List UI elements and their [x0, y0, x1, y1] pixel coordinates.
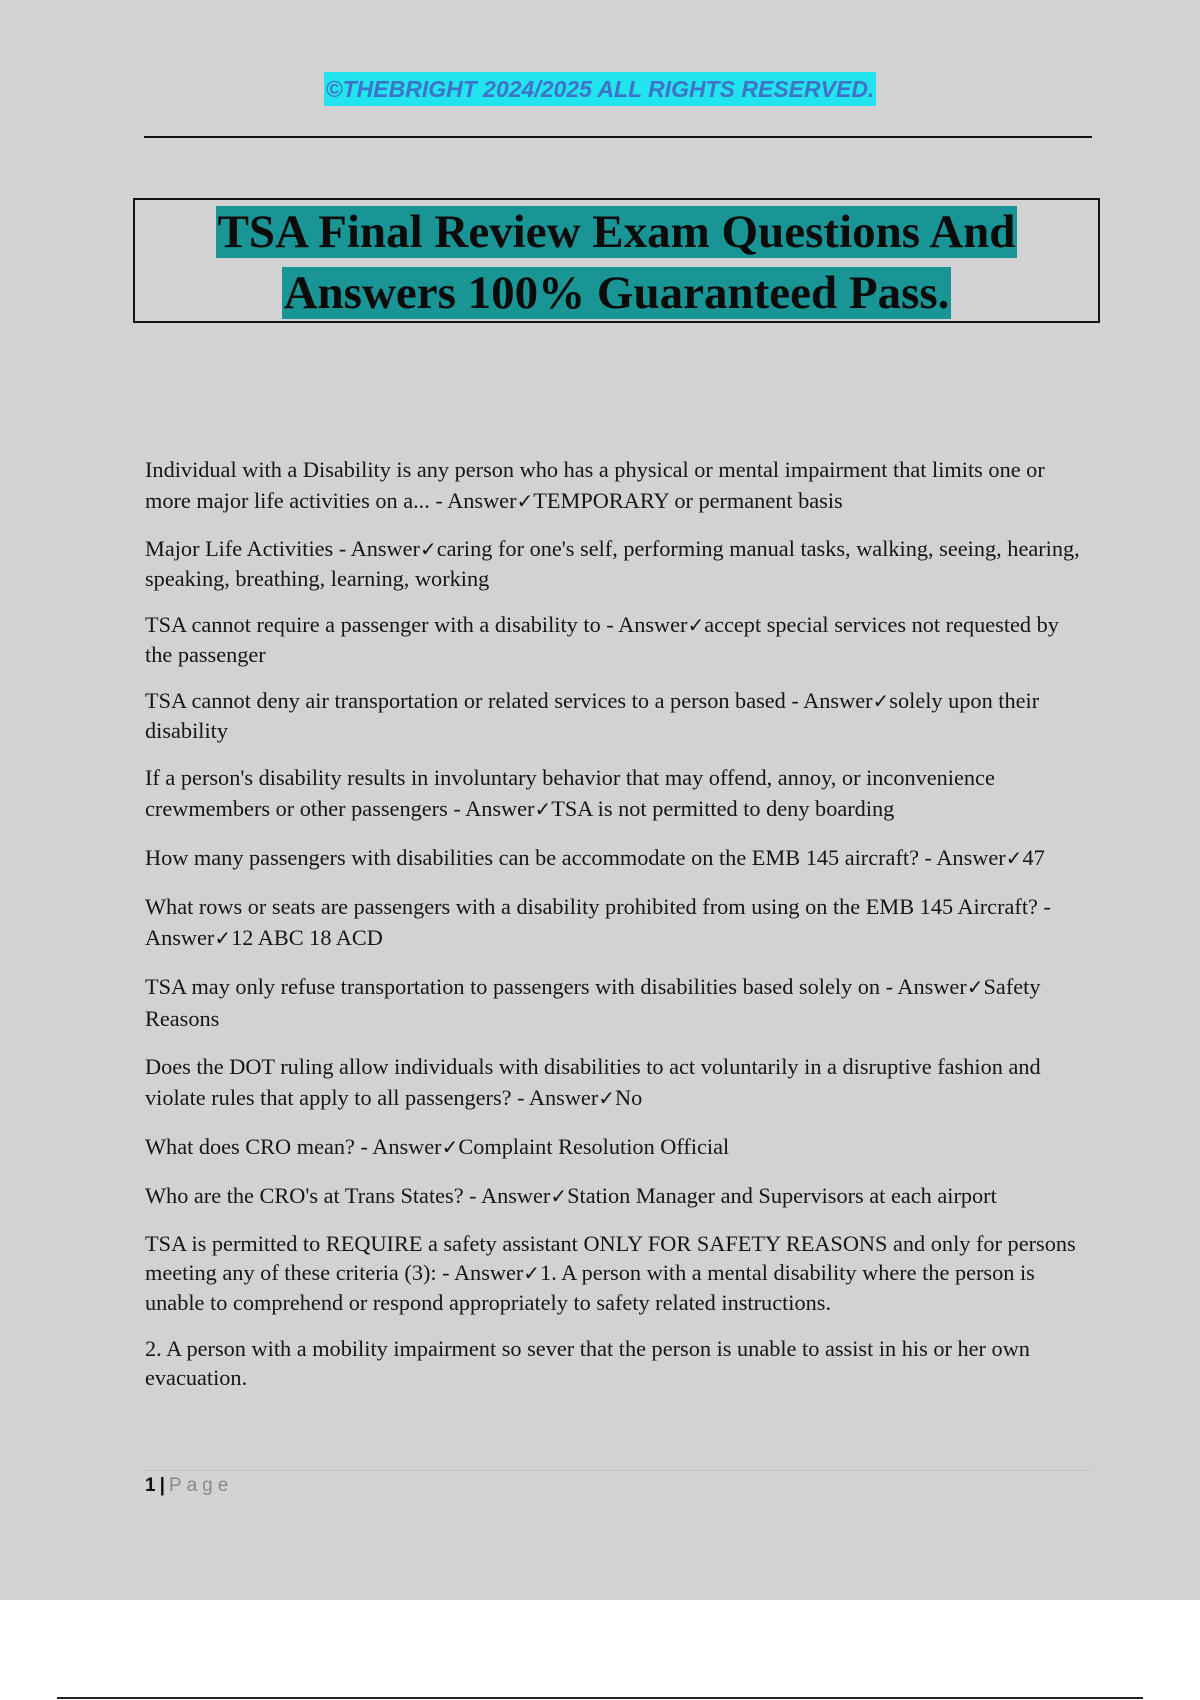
- question-text: Who are the CRO's at Trans States? -: [145, 1183, 481, 1208]
- document-title: [135, 200, 1098, 324]
- question-text: TSA cannot require a passenger with a disability to -: [145, 612, 619, 637]
- answer-label: Answer: [936, 845, 1006, 870]
- qa-item: [145, 1131, 1090, 1163]
- qa-item: [145, 610, 1090, 669]
- answer-text: TEMPORARY or permanent basis: [533, 488, 843, 513]
- question-text: Major Life Activities -: [145, 536, 351, 561]
- answer-label: Answer: [897, 974, 967, 999]
- question-text: TSA cannot deny air transportation or related services to a person based -: [145, 688, 804, 713]
- qa-item: [145, 1180, 1090, 1212]
- answer-label: Answer: [480, 1183, 551, 1208]
- question-text: TSA is permitted to REQUIRE a safety assistant ONLY FOR SAFETY REASONS and only for persons meeting any of these criteria (3): -: [145, 1231, 1076, 1285]
- answer-text: 1. A person with a mental disability where the person is unable to comprehend or respond appropriately to safety related instructions.: [145, 1260, 1035, 1315]
- answer-label: Answer: [453, 1260, 524, 1285]
- qa-item: [145, 1229, 1090, 1317]
- answer-text: caring for one's self, performing manual tasks, walking, seeing, hearing, speaking, breathing, learning, working: [145, 536, 1080, 591]
- copyright-notice: ©THEBRIGHT 2024/2025 ALL RIGHTS RESERVED.: [324, 72, 877, 106]
- question-text: What rows or seats are passengers with a disability prohibited from using on the EMB 145 Aircraft? -: [145, 894, 1051, 919]
- answer-text: 12 ABC 18 ACD: [231, 925, 383, 950]
- question-text: What does CRO mean? -: [145, 1134, 373, 1159]
- qa-item: [145, 686, 1090, 745]
- continuation-text: 2. A person with a mobility impairment so sever that the person is unable to assist in his or her own evacuation.: [145, 1336, 1030, 1390]
- checkmark-icon: ✓: [523, 1261, 541, 1285]
- page-number: 1: [145, 1475, 156, 1496]
- checkmark-icon: ✓: [419, 537, 437, 561]
- qa-item: [145, 842, 1090, 874]
- next-page-divider: [57, 1697, 1143, 1699]
- qa-item: [145, 762, 1090, 825]
- answer-label: Answer: [145, 925, 215, 950]
- answer-text: Safety Reasons: [145, 974, 1041, 1031]
- question-text: Individual with a Disability is any person who has a physical or mental impairment that limits one or more major life activities on a... -: [145, 457, 1045, 513]
- page-footer: [145, 1473, 233, 1499]
- answer-text: No: [615, 1085, 643, 1110]
- qa-item: [145, 971, 1090, 1034]
- checkmark-icon: ✓: [550, 1184, 568, 1208]
- qa-list: [145, 454, 1090, 1409]
- title-line-1: TSA Final Review Exam Questions And: [217, 206, 1016, 258]
- question-text: TSA may only refuse transportation to passengers with disabilities based solely on -: [145, 974, 898, 999]
- checkmark-icon: ✓: [687, 613, 705, 637]
- page-label: Page: [168, 1475, 234, 1496]
- title-line-2: Answers 100% Guaranteed Pass.: [283, 267, 950, 319]
- answer-text: TSA is not permitted to deny boarding: [551, 796, 895, 821]
- answer-text: Station Manager and Supervisors at each airport: [567, 1183, 997, 1208]
- page-separator: |: [159, 1475, 165, 1496]
- checkmark-icon: ✓: [598, 1086, 616, 1110]
- footer-divider: [144, 1470, 1092, 1471]
- qa-item: [145, 891, 1090, 954]
- answer-label: Answer: [465, 796, 535, 821]
- answer-label: Answer: [350, 536, 420, 561]
- answer-label: Answer: [803, 688, 873, 713]
- question-text: If a person's disability results in involuntary behavior that may offend, annoy, or inconvenience crewmembers or other passengers -: [145, 765, 995, 821]
- answer-text: accept special services not requested by the passenger: [145, 612, 1059, 667]
- answer-text: 47: [1022, 845, 1045, 870]
- answer-text: Complaint Resolution Official: [458, 1134, 730, 1159]
- qa-item: [145, 1051, 1090, 1114]
- answer-label: Answer: [372, 1134, 442, 1159]
- checkmark-icon: ✓: [872, 689, 890, 713]
- answer-text: solely upon their disability: [145, 688, 1040, 743]
- checkmark-icon: ✓: [516, 489, 534, 513]
- title-box: [133, 198, 1100, 323]
- checkmark-icon: ✓: [441, 1135, 459, 1159]
- answer-label: Answer: [618, 612, 688, 637]
- answer-label: Answer: [528, 1085, 599, 1110]
- checkmark-icon: ✓: [966, 975, 984, 999]
- question-text: Does the DOT ruling allow individuals with disabilities to act voluntarily in a disruptive fashion and violate rules that apply to all passengers? -: [145, 1054, 1041, 1110]
- answer-label: Answer: [447, 488, 517, 513]
- page-header: [0, 72, 1200, 106]
- checkmark-icon: ✓: [214, 926, 232, 950]
- question-text: How many passengers with disabilities can be accommodate on the EMB 145 aircraft? -: [145, 845, 937, 870]
- header-divider: [144, 136, 1092, 138]
- checkmark-icon: ✓: [1005, 846, 1023, 870]
- qa-item: [145, 534, 1090, 593]
- qa-item: [145, 454, 1090, 517]
- checkmark-icon: ✓: [534, 797, 552, 821]
